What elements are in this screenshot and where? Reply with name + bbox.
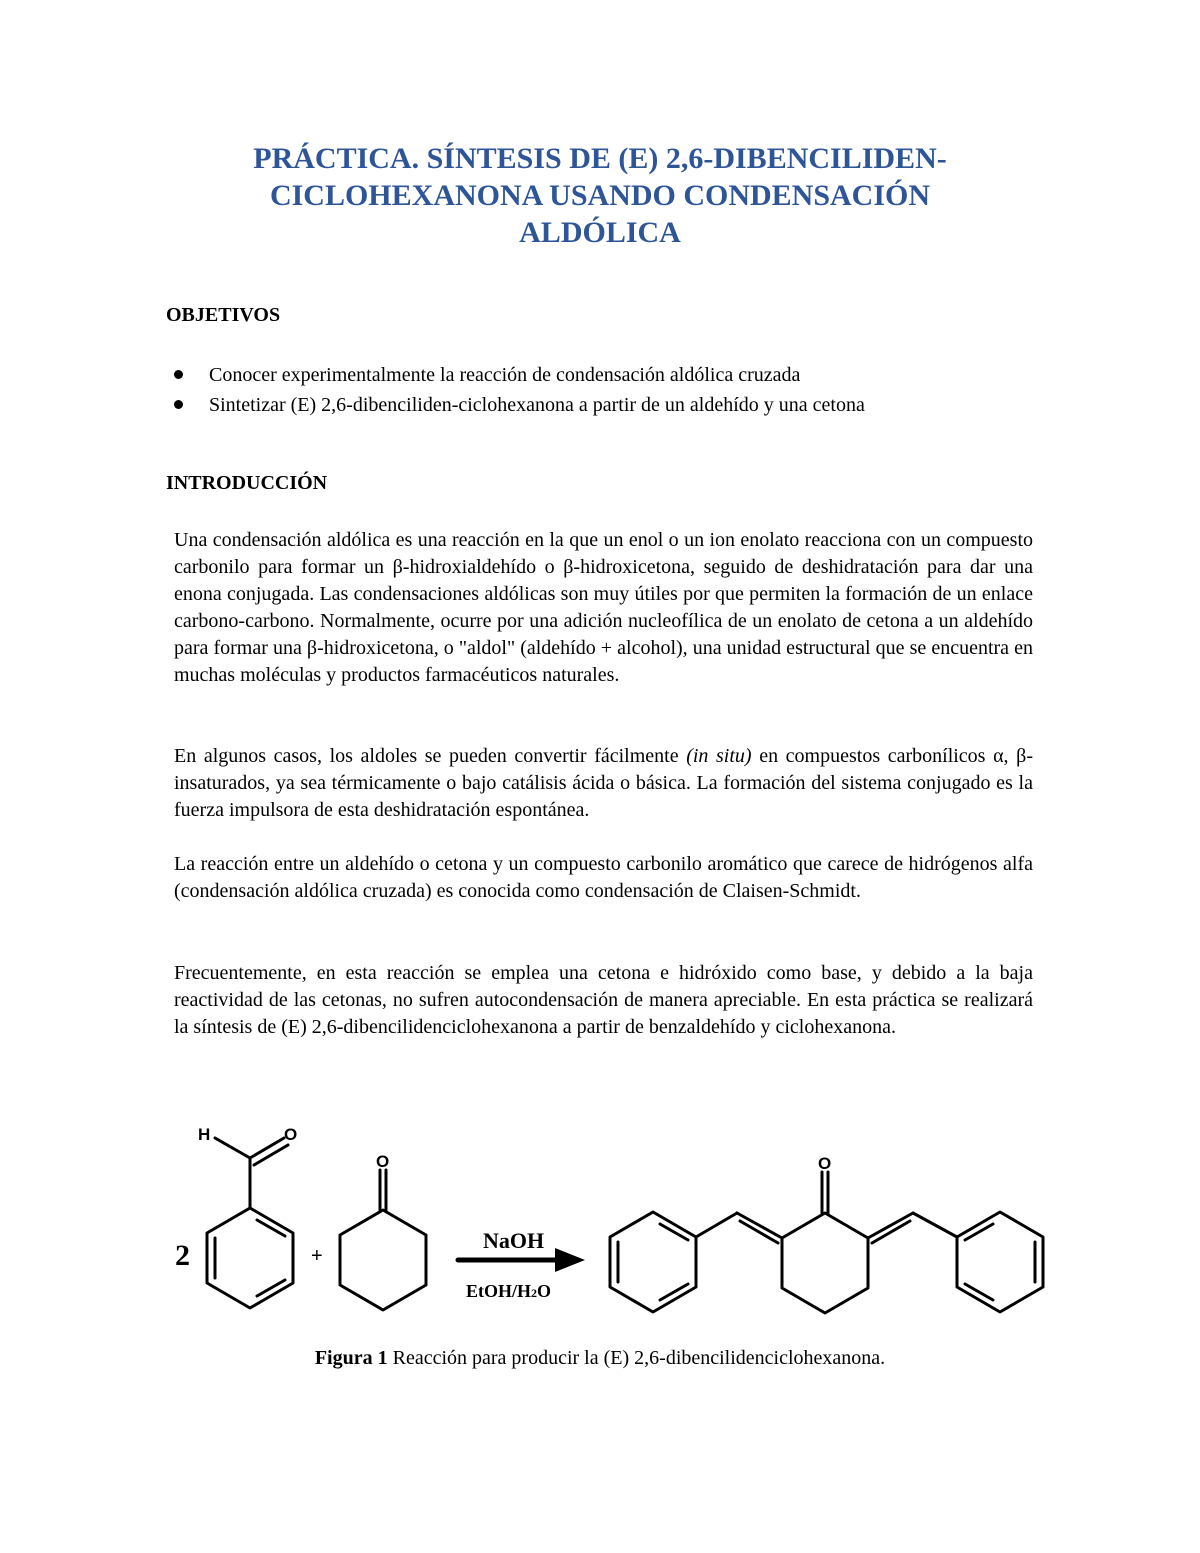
title-line-2: CICLOHEXANONA USANDO CONDENSACIÓN xyxy=(269,179,931,212)
benzaldehyde-molecule xyxy=(207,1138,293,1308)
objetivos-heading: OBJETIVOS xyxy=(166,304,281,326)
introduccion-heading: INTRODUCCIÓN xyxy=(166,472,328,494)
atom-o-label-1: O xyxy=(284,1125,298,1144)
product-molecule xyxy=(610,1172,1043,1313)
bullet-icon xyxy=(174,370,183,379)
list-item xyxy=(166,390,1066,420)
solvent-subscript: 2 xyxy=(531,1286,538,1300)
p2-text-start: En algunos casos, los aldoles se pueden convertir fácilmente xyxy=(174,745,687,767)
intro-paragraph-4: Frecuentemente, en esta reacción se emplea una cetona e hidróxido como base, y debido a la baja reactividad de las cetonas, no sufren autocondensación de manera apreciable. En esta práctica se realizará la síntesis de (E) 2,6-dibencilidenciclohexanona a partir de benzaldehído y ciclohexanona. xyxy=(174,962,1033,1038)
cyclohexanone-molecule xyxy=(340,1170,426,1310)
plus-sign: + xyxy=(311,1245,323,1267)
atom-h-label: H xyxy=(198,1125,211,1144)
objetivos-list xyxy=(166,360,1066,420)
solvent-end: O xyxy=(537,1281,552,1301)
stoichiometric-coefficient: 2 xyxy=(175,1239,190,1272)
p2-text-end: en compuestos carbonílicos α, β-insaturados, ya sea térmicamente o bajo catálisis ácida o básica. La formación del sistema conjugado es la fuerza impulsora de esta deshidratación espontánea. xyxy=(174,745,1033,821)
solvent-main: EtOH/H xyxy=(466,1281,532,1301)
page-title xyxy=(0,140,1200,251)
caption-label: Figura 1 xyxy=(314,1347,388,1369)
reagent-solvent xyxy=(466,1281,551,1301)
title-line-3: ALDÓLICA xyxy=(519,216,681,249)
p2-italic: (in situ) xyxy=(686,745,752,767)
figure-caption xyxy=(0,1347,1200,1370)
reaction-scheme xyxy=(0,1110,1200,1340)
atom-o-label-2: O xyxy=(376,1152,390,1171)
atom-o-label-3: O xyxy=(818,1154,832,1173)
caption-text: Reacción para producir la (E) 2,6-dibencilidenciclohexanona. xyxy=(387,1347,886,1369)
intro-paragraph-3: La reacción entre un aldehído o cetona y un compuesto carbonilo aromático que carece de hidrógenos alfa (condensación aldólica cruzada) es conocida como condensación de Claisen-Schmidt. xyxy=(174,853,1033,902)
intro-paragraph-2 xyxy=(174,743,1033,824)
objective-text-2: Sintetizar (E) 2,6-dibenciliden-ciclohexanona a partir de un aldehído y una cetona xyxy=(209,394,865,416)
bullet-icon xyxy=(174,400,183,409)
objective-text-1: Conocer experimentalmente la reacción de condensación aldólica cruzada xyxy=(209,364,801,386)
list-item xyxy=(166,360,1066,390)
title-line-1: PRÁCTICA. SÍNTESIS DE (E) 2,6-DIBENCILIDEN- xyxy=(253,142,947,175)
reaction-arrow-head xyxy=(555,1248,585,1272)
intro-paragraph-1: Una condensación aldólica es una reacción en la que un enol o un ion enolato reacciona con un compuesto carbonilo para formar un β-hidroxialdehído o β-hidroxicetona, seguido de deshidratación para dar una enona conjugada. Las condensaciones aldólicas son muy útiles por que permiten la formación de un enlace carbono-carbono. Normalmente, ocurre por una adición nucleofílica de un enolato de cetona a un aldehído para formar una β-hidroxicetona, o "aldol" (aldehído + alcohol), una unidad estructural que se encuentra en muchas moléculas y productos farmacéuticos naturales. xyxy=(174,529,1033,686)
reagent-naoh: NaOH xyxy=(483,1228,545,1253)
